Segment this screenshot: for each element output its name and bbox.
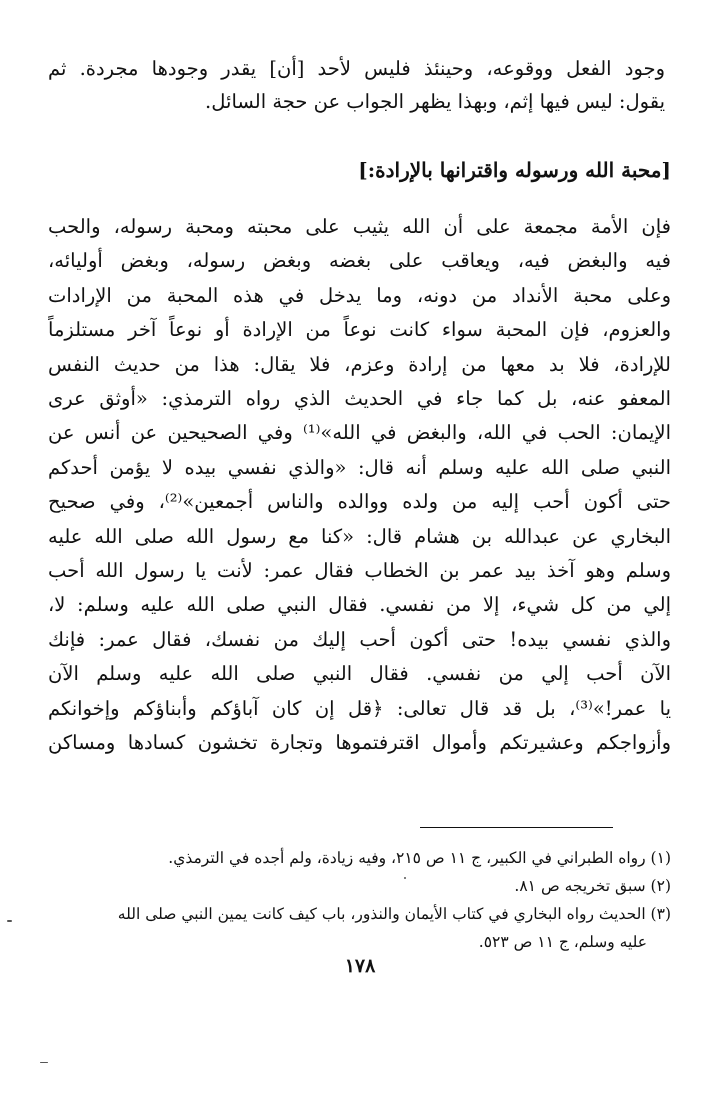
body-paragraph xyxy=(48,210,671,761)
footnotes xyxy=(48,844,671,956)
footnote-2: (٢) سبق تخريجه ص ٨١. xyxy=(514,877,671,895)
body-line: للإرادة، فلا بد معها من إرادة وعزم، فلا يقال: هذا من حديث النفس xyxy=(48,352,671,376)
body-line: الآن أحب إلي من نفسي. فقال النبي صلى الله عليه وسلم الآن xyxy=(48,662,671,686)
intro-line: وجود الفعل ووقوعه، وحينئذ فليس لأحد [أن] يقدر وجودها مجردة. ثم xyxy=(48,57,665,80)
footnote-3: (٣) الحديث رواه البخاري في كتاب الأيمان والنذور، باب كيف كانت يمين النبي صلى الله xyxy=(117,905,671,923)
intro-paragraph xyxy=(48,52,665,118)
body-line: فيه والبغض فيه، ويعاقب على بغضه وبغض رسوله، وبغض أوليائه، xyxy=(48,249,671,273)
body-line: يا عمر!»⁽³⁾، بل قد قال تعالى: ﴿قل إن كان آباؤكم وأبناؤكم وإخوانكم xyxy=(48,696,671,720)
body-line: الإيمان: الحب في الله، والبغض في الله»⁽¹⁾ وفي الصحيحين عن أنس عن xyxy=(48,421,671,445)
body-line: وأزواجكم وعشيرتكم وأموال اقترفتموها وتجارة تخشون كسادها ومساكن xyxy=(48,731,671,755)
body-line: المعفو عنه، بل كما جاء في الحديث الذي رواه الترمذي: «أوثق عرى xyxy=(48,387,671,411)
body-line: والذي نفسي بيده! حتى أكون أحب إليك من نفسك، فقال عمر: فإنك xyxy=(48,627,671,651)
scan-speck xyxy=(404,877,406,879)
body-line: والعزوم، فإن المحبة سواء كانت نوعاً من الإرادة أو نوعاً آخر مستلزماً xyxy=(48,318,671,342)
footnote-separator xyxy=(420,827,613,828)
scan-speck xyxy=(7,920,12,922)
scan-speck xyxy=(40,1062,48,1063)
page-number: ١٧٨ xyxy=(344,955,376,977)
footnote-3-continuation: عليه وسلم، ج ١١ ص ٥٢٣. xyxy=(478,933,647,951)
footnote-1: (١) رواه الطبراني في الكبير، ج ١١ ص ٢١٥، وفيه زيادة، ولم أجده في الترمذي. xyxy=(168,849,671,867)
body-line: البخاري عن عبدالله بن هشام قال: «كنا مع رسول الله صلى الله عليه xyxy=(48,524,671,548)
intro-line: يقول: ليس فيها إثم، وبهذا يظهر الجواب عن حجة السائل. xyxy=(205,90,665,113)
section-heading: [محبة الله ورسوله واقترانها بالإرادة:] xyxy=(358,158,671,182)
body-line: حتى أكون أحب إليه من ولده ووالده والناس أجمعين»⁽²⁾، وفي صحيح xyxy=(48,490,671,514)
body-line: النبي صلى الله عليه وسلم أنه قال: «والذي نفسي بيده لا يؤمن أحدكم xyxy=(48,455,671,479)
body-line: إلي من كل شيء، إلا من نفسي. فقال النبي صلى الله عليه وسلم: لا، xyxy=(48,593,671,617)
body-line: وعلى محبة الأنداد من دونه، وما يدخل في هذه المحبة من الإرادات xyxy=(48,283,671,307)
body-line: وسلم وهو آخذ بيد عمر بن الخطاب فقال عمر: لأنت يا رسول الله أحب xyxy=(48,559,671,583)
body-line: فإن الأمة مجمعة على أن الله يثيب على محبته ومحبة رسوله، والحب xyxy=(48,215,671,238)
